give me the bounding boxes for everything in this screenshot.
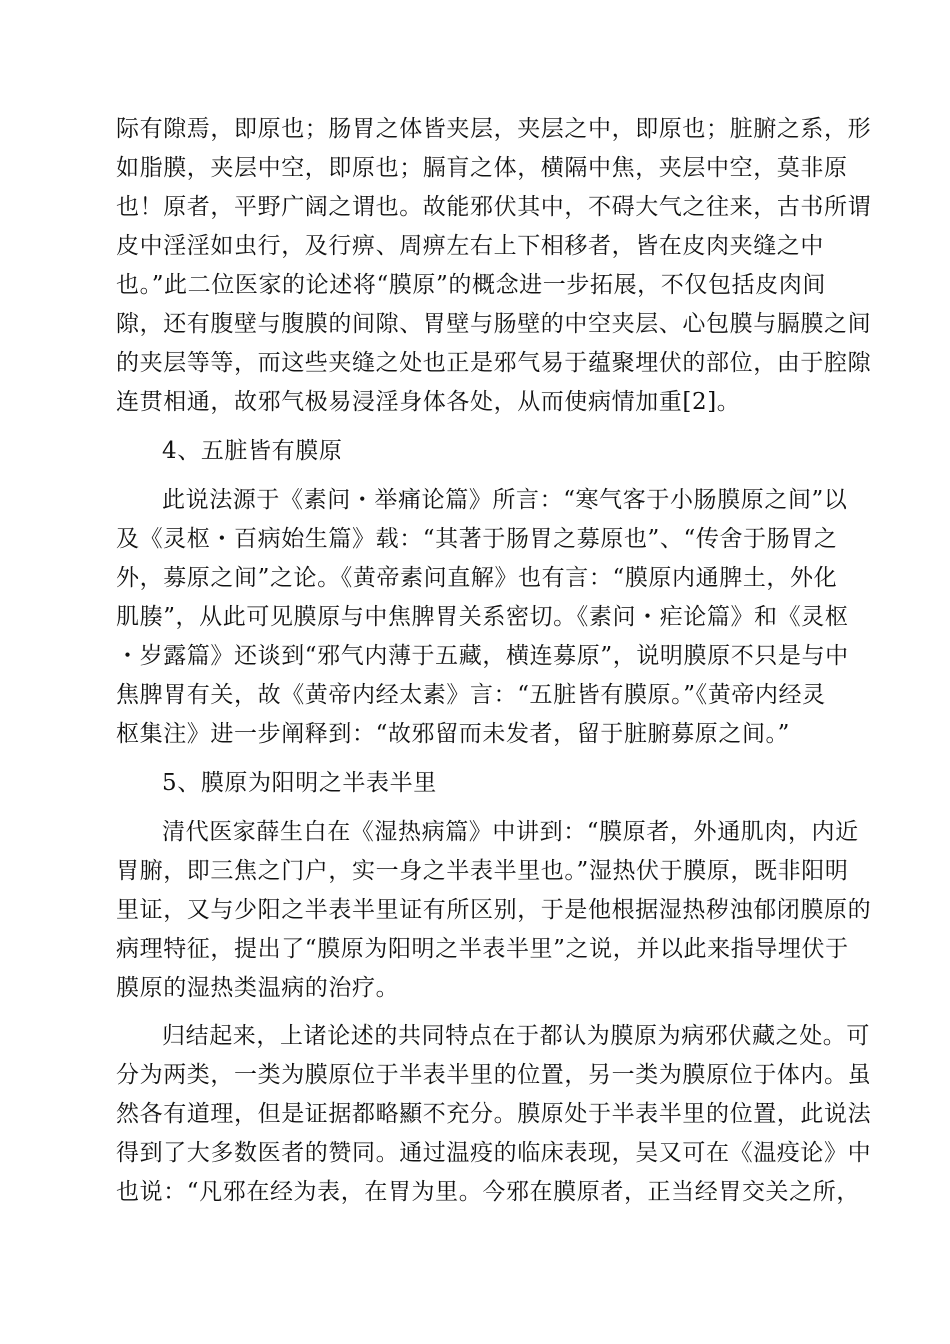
text-line: 肌腠”，从此可见膜原与中焦脾胃关系密切。《素问・疟论篇》和《灵枢 <box>116 604 849 630</box>
text-line: 病理特征，提出了“膜原为阳明之半表半里”之说，并以此来指导埋伏于 <box>116 936 849 962</box>
text-line: 里证，又与少阳之半表半里证有所区别，于是他根据湿热秽浊郁闭膜原的 <box>116 897 872 923</box>
text-line: 隙，还有腹壁与腹膜的间隙、胃壁与肠壁的中空夹层、心包膜与膈膜之间 <box>116 311 872 337</box>
text-line: 外，募原之间”之论。《黄帝素问直解》也有言：“膜原内通脾土，外化 <box>116 565 838 591</box>
text-line: ・岁露篇》还谈到“邪气内薄于五藏，横连募原”，说明膜原不只是与中 <box>116 643 849 669</box>
text-line: 清代医家薛生白在《湿热病篇》中讲到：“膜原者，外通肌肉，内近 <box>162 819 859 845</box>
text-line: 枢集注》进一步阐释到：“故邪留而未发者，留于脏腑募原之间。” <box>116 721 791 747</box>
text-line: 际有隙焉，即原也；肠胃之体皆夹层，夹层之中，即原也；脏腑之系，形 <box>116 116 872 142</box>
text-line: 皮中淫淫如虫行，及行痹、周痹左右上下相移者，皆在皮肉夹缝之中 <box>116 233 824 259</box>
text-line: 此说法源于《素问・举痛论篇》所言：“寒气客于小肠膜原之间”以 <box>162 487 848 513</box>
text-line: 焦脾胃有关，故《黄帝内经太素》言：“五脏皆有膜原。”《黄帝内经灵 <box>116 682 826 708</box>
text-line: 也说：“凡邪在经为表，在胃为里。今邪在膜原者，正当经胃交关之所， <box>116 1179 860 1205</box>
text-line: 也！原者，平野广阔之谓也。故能邪伏其中，不碍大气之往来，古书所谓 <box>116 194 872 220</box>
text-line: 连贯相通，故邪气极易浸淫身体各处，从而使病情加重[2]。 <box>116 389 741 415</box>
section-heading: 4、五脏皆有膜原 <box>162 438 343 464</box>
text-line: 的夹层等等，而这些夹缝之处也正是邪气易于蕴聚埋伏的部位，由于腔隙 <box>116 350 872 376</box>
section-heading: 5、膜原为阳明之半表半里 <box>162 770 437 796</box>
text-line: 归结起来，上诸论述的共同特点在于都认为膜原为病邪伏藏之处。可 <box>162 1023 870 1049</box>
text-line: 膜原的湿热类温病的治疗。 <box>116 975 400 1001</box>
text-line: 也。”此二位医家的论述将“膜原”的概念进一步拓展，不仅包括皮肉间 <box>116 272 826 298</box>
text-line: 胃腑，即三焦之门户，实一身之半表半里也。”湿热伏于膜原，既非阳明 <box>116 858 849 884</box>
text-line: 然各有道理，但是证据都略顯不充分。膜原处于半表半里的位置，此说法 <box>116 1101 872 1127</box>
text-line: 及《灵枢・百病始生篇》载：“其著于肠胃之募原也”、“传舍于肠胃之 <box>116 526 838 552</box>
text-line: 如脂膜，夹层中空，即原也；膈肓之体，横隔中焦，夹层中空，莫非原 <box>116 155 848 181</box>
text-line: 分为两类，一类为膜原位于半表半里的位置，另一类为膜原位于体内。虽 <box>116 1062 872 1088</box>
text-line: 得到了大多数医者的赞同。通过温疫的临床表现，吴又可在《温疫论》中 <box>116 1140 872 1166</box>
